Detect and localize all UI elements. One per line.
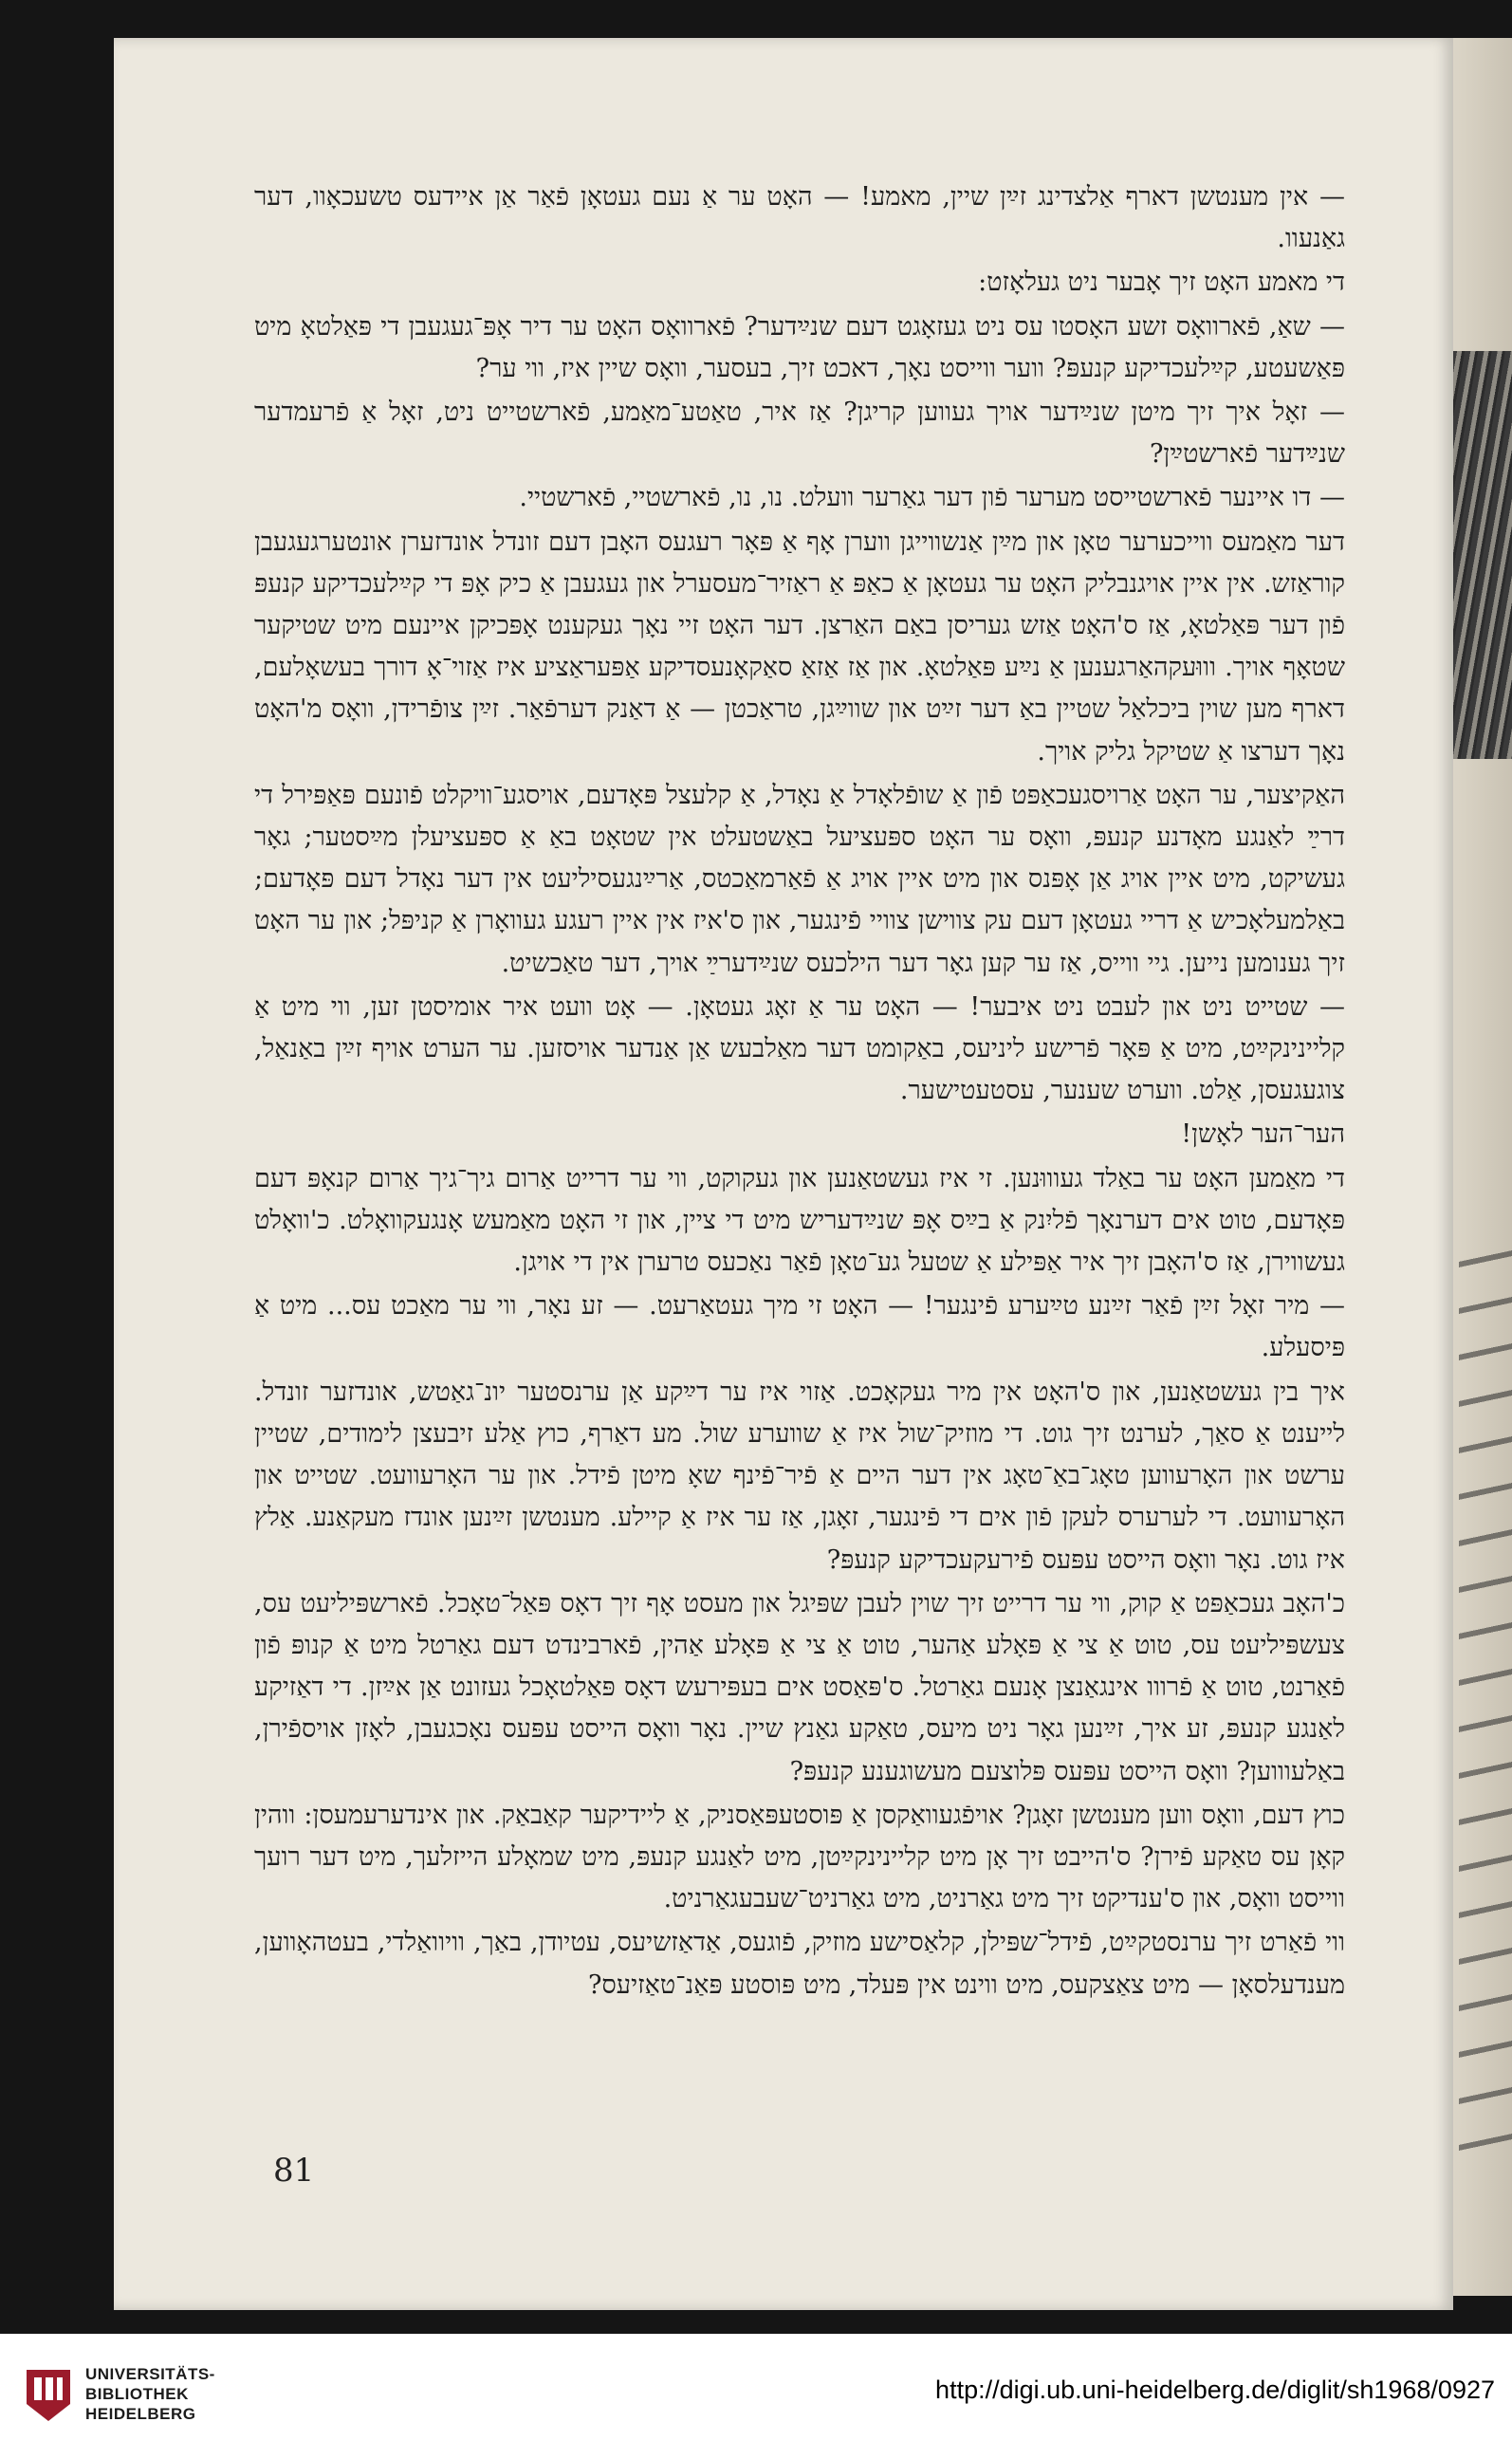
library-name: [85, 2364, 215, 2424]
paragraph: דער מאַמעס ווייכערער טאָן און מײַן אַנשווייגן ווערן אָף אַ פּאָר רעגעס האָבן דעם זונדל אונדזערן אונטערגעגעבן קוראַזש. אין איין אויגנבליק האָט ער געטאָן אַ כאַפּ אַ ראַזיר־מעסערל און געגעבן אַ כיק אָפּ די קײַלעכדיקע קנעפּ פֿון דער פּאַלטאָ, אַז ס'האָט אַזש געריסן באַם האַרצן. דער האָט זיי נאָך געקענט אָפּכיקן איינעם מיט שטיקער שטאָף אויך. וווּעקהאַרגענען אַ נײַע פּאַלטאָ. און אַז אַזאַ סאַקאָנעסדיקע אַפּעראַציע איז אַזוי־אָ דורך בעשאָלעם, דארף מען שוין ביכלאַל שטיין באַ דער זײַט און שווײַגן, טראַכטן — אַ דאַנק דערפֿאַר. זײַן צופֿרידן, וואָס מ'האָט נאָך דערצו אַ שטיקל גליק אויך.: [254, 527, 1345, 767]
page-number: 81: [273, 2152, 315, 2190]
paragraph: די מאמע האָט זיך אָבער ניט געלאָזט:: [978, 268, 1345, 298]
paragraph: די מאַמען האָט ער באַלד געוווּנען. זי איז געשטאַנען און געקוקט, ווי ער דרייט אַרום גיך־גיך אַרום קנאָפּ דעם פּאָדעם, טוט אים דערנאָך פֿליִנק אַ בײַס אָפּ שנײַדעריש מיט די ציין, און זי האָט מאַמעש אָנגעקוואָלט. כ'וואָלט געשווירן, אַז ס'האָבן זיך איר אַפּילע אַ שטעל גע־טאָן פֿאַר נאַכעס טרערן אין די אויגן.: [254, 1163, 1345, 1278]
paragraph: כ'האָב געכאַפּט אַ קוק, ווי ער דרייט זיך שוין לעבן שפּיגל און מעסט אָף זיך דאָס פּאַל־טאָכל. פֿארשפּיליעט עס, צעשפּיליעט עס, טוט אַ צי אַ פּאָלע אַהער, טוט אַ צי אַ פּאָלע אַהין, פֿארבינדט דעם גאַרטל מיט אַ קנופּ פֿון פֿאַרנט, טוט אַ פֿרווו אינגאַנצן אָנעם גאַרטל. ס'פּאַסט אים בעפּירעש דאָס פּאַלטאָכל געזונט אַן אײַזן. די דאַזיקע לאַנגע קנעפּ, זע איך, זײַנען גאָר ניט מיעס, טאַקע גאַנץ שיין. נאָר וואָס הייסט עפּעס נאָכגעבן, לאָזן אויספֿירן, באַלעוווען? וואָס הייסט עפּעס פּלוצעם מעשוגענע קנעפּ?: [254, 1588, 1345, 1786]
paragraph: — זאָל איך זיך מיטן שנײַדער אויך געווען קריגן? אַז איר, טאַטע־מאַמע, פֿארשטייט ניט, זאָל אַ פֿרעמדער שנײַדער פֿארשטײַן?: [254, 398, 1345, 470]
library-name-line: HEIDELBERG: [85, 2405, 196, 2423]
paragraph: — אין מענטשן דארף אַלצדינג זײַן שיין, מאמע! — האָט ער אַ נעם געטאָן פֿאַר אַן איידעס טשעכאָוו, דער גאַנעוו.: [254, 182, 1345, 254]
next-page-edge: [1451, 38, 1512, 2296]
paragraph: כוץ דעם, וואָס ווען מענטשן זאָגן? אויפֿגעוואַקסן אַ פּוסטעפּאַסניק, אַ ליידיקער קאַבאַק. און אינדערעמעסן: ווהין קאָן עס טאַקע פֿירן? ס'הייבט זיך אָן מיט קליינינקײַטן, מיט לאַנגע קנעפּ, מיט שמאָלע הייזלעך, מיט דער רועך ווייסט וואָס, און ס'ענדיקט זיך מיט גאַרניט, מיט גאַרניט־שעבעגאַרניט.: [254, 1800, 1345, 1914]
paragraph: — דו איינער פֿארשטייסט מערער פֿון דער גאַרער וועלט. נו, נו, פֿארשטיי, פֿארשטיי.: [519, 483, 1345, 513]
paragraph: הער־הער לאָשן!: [1181, 1119, 1345, 1150]
university-library-logo-icon: [23, 2366, 74, 2425]
library-name-line: BIBLIOTHEK: [85, 2385, 189, 2403]
paragraph: ווי פֿאַרט זיך ערנסטקײַט, פֿידל־שפּילן, קלאַסישע מוזיק, פֿוגעס, אַדאַזשיעס, עטיודן, באַך, וויוואַלדי, בעטהאָווען, מענדעלסאָן — מיט צאַצקעס, מיט ווינט אין פּעלד, מיט פּוסטע פּאַנ־טאַזיעס?: [254, 1928, 1345, 2000]
paragraph: — שאַ, פֿארוואָס זשע האָסטו עס ניט געזאָגט דעם שנײַדער? פֿארוואָס האָט ער דיר אָפּ־געגעבן די פּאַלטאָ מיט פּאַשעטע, קײַלעכדיקע קנעפּ? ווער ווייסט נאָך, דאכט זיך, בעסער, וואָס שיין איז, ווי ער?: [254, 311, 1345, 383]
next-page-text-lines: [1459, 1218, 1512, 2178]
paragraph: האַקיצער, ער האָט אַרויסגעכאַפּט פֿון אַ שופֿלאָדל אַ נאָדל, אַ קלעצל פּאָדעם, אויסגע־וויקלט פֿונעם פּאַפּירל די דרײַ לאַנגע מאָדנע קנעפּ, וואָס ער האָט ספּעציעל באַשטעלט אין שטאָט באַ אַ ספּעציעלן מײַסטער; גאָר געשיקט, מיט איין אויג אַן אָפּנס און מיט איין אויג אַ פֿאַרמאַכטס, אַרײַנגעסיליעט אין דער נאָדל דעם פּאָדעם; באַלמעלאָכיש אַ דריי געטאָן דעם עק צווישן צוויי פֿינגער, און ס'איז אין איין רעגע געוואָרן אַ קניפּל; און ער האָט זיך גענומען נייען. גיי ווייס, אַז ער קען גאָר דער הילכעס שנײַדערײַ אויך, דער טאַכשיט.: [254, 780, 1345, 978]
footer-bar: [0, 2334, 1512, 2459]
source-url[interactable]: http://digi.ub.uni-heidelberg.de/diglit/sh1968/0927: [935, 2376, 1495, 2404]
paragraph: איך בין געשטאַנען, און ס'האָט אין מיר געקאָכט. אַזוי איז ער דײַקע אַן ערנסטער יונ־גאַטש, אונדזער זונדל. לייענט אַ סאַך, לערנט זיך גוט. די מוזיק־שול איז אַ שווערע שול. מע דאַרף, כוץ אַלע זיבעצן לימודים, שטיין ערשט און האָרעווען טאָג־באַ־טאָג אין דער היים אַ פֿיר־פֿינף שאָ מיטן פֿידל. און ער האָרעוועט. שטייט און האָרעוועט. די לערערס לעקן פֿון אים די פֿינגער, זאָגן, אַז ער איז אַ קיילע. מענטשן זײַנען אונדז מעקאַנע. אַלץ איז גוט. נאָר וואָס הייסט עפּעס פֿירעקעכדיקע קנעפּ?: [254, 1377, 1345, 1575]
paragraph: — שטייט ניט און לעבט ניט איבער! — האָט ער אַ זאָג געטאָן. — אָט וועט איר אומיסטן זען, ווי מיט אַ קליינינקײַט, מיט אַ פּאָר פֿרישע ליניעס, באַקומט דער מאַלבעש אַן אַנדער אויסזען. ער הערט אויף זײַן באַנאַל, צוגעגעסן, אַלט. ווערט שענער, עסטעטישער.: [254, 991, 1345, 1106]
library-name-line: UNIVERSITÄTS-: [85, 2365, 215, 2383]
next-page-photo: [1451, 351, 1512, 759]
page-text: [254, 176, 1345, 2006]
paragraph: — מיר זאָל זײַן פֿאַר זײַנע טײַערע פֿינגער! — האָט זי מיך געטאַרעט. — זע נאָר, ווי ער מאַכט עס... מיט אַ פּיסעלע.: [254, 1291, 1345, 1363]
